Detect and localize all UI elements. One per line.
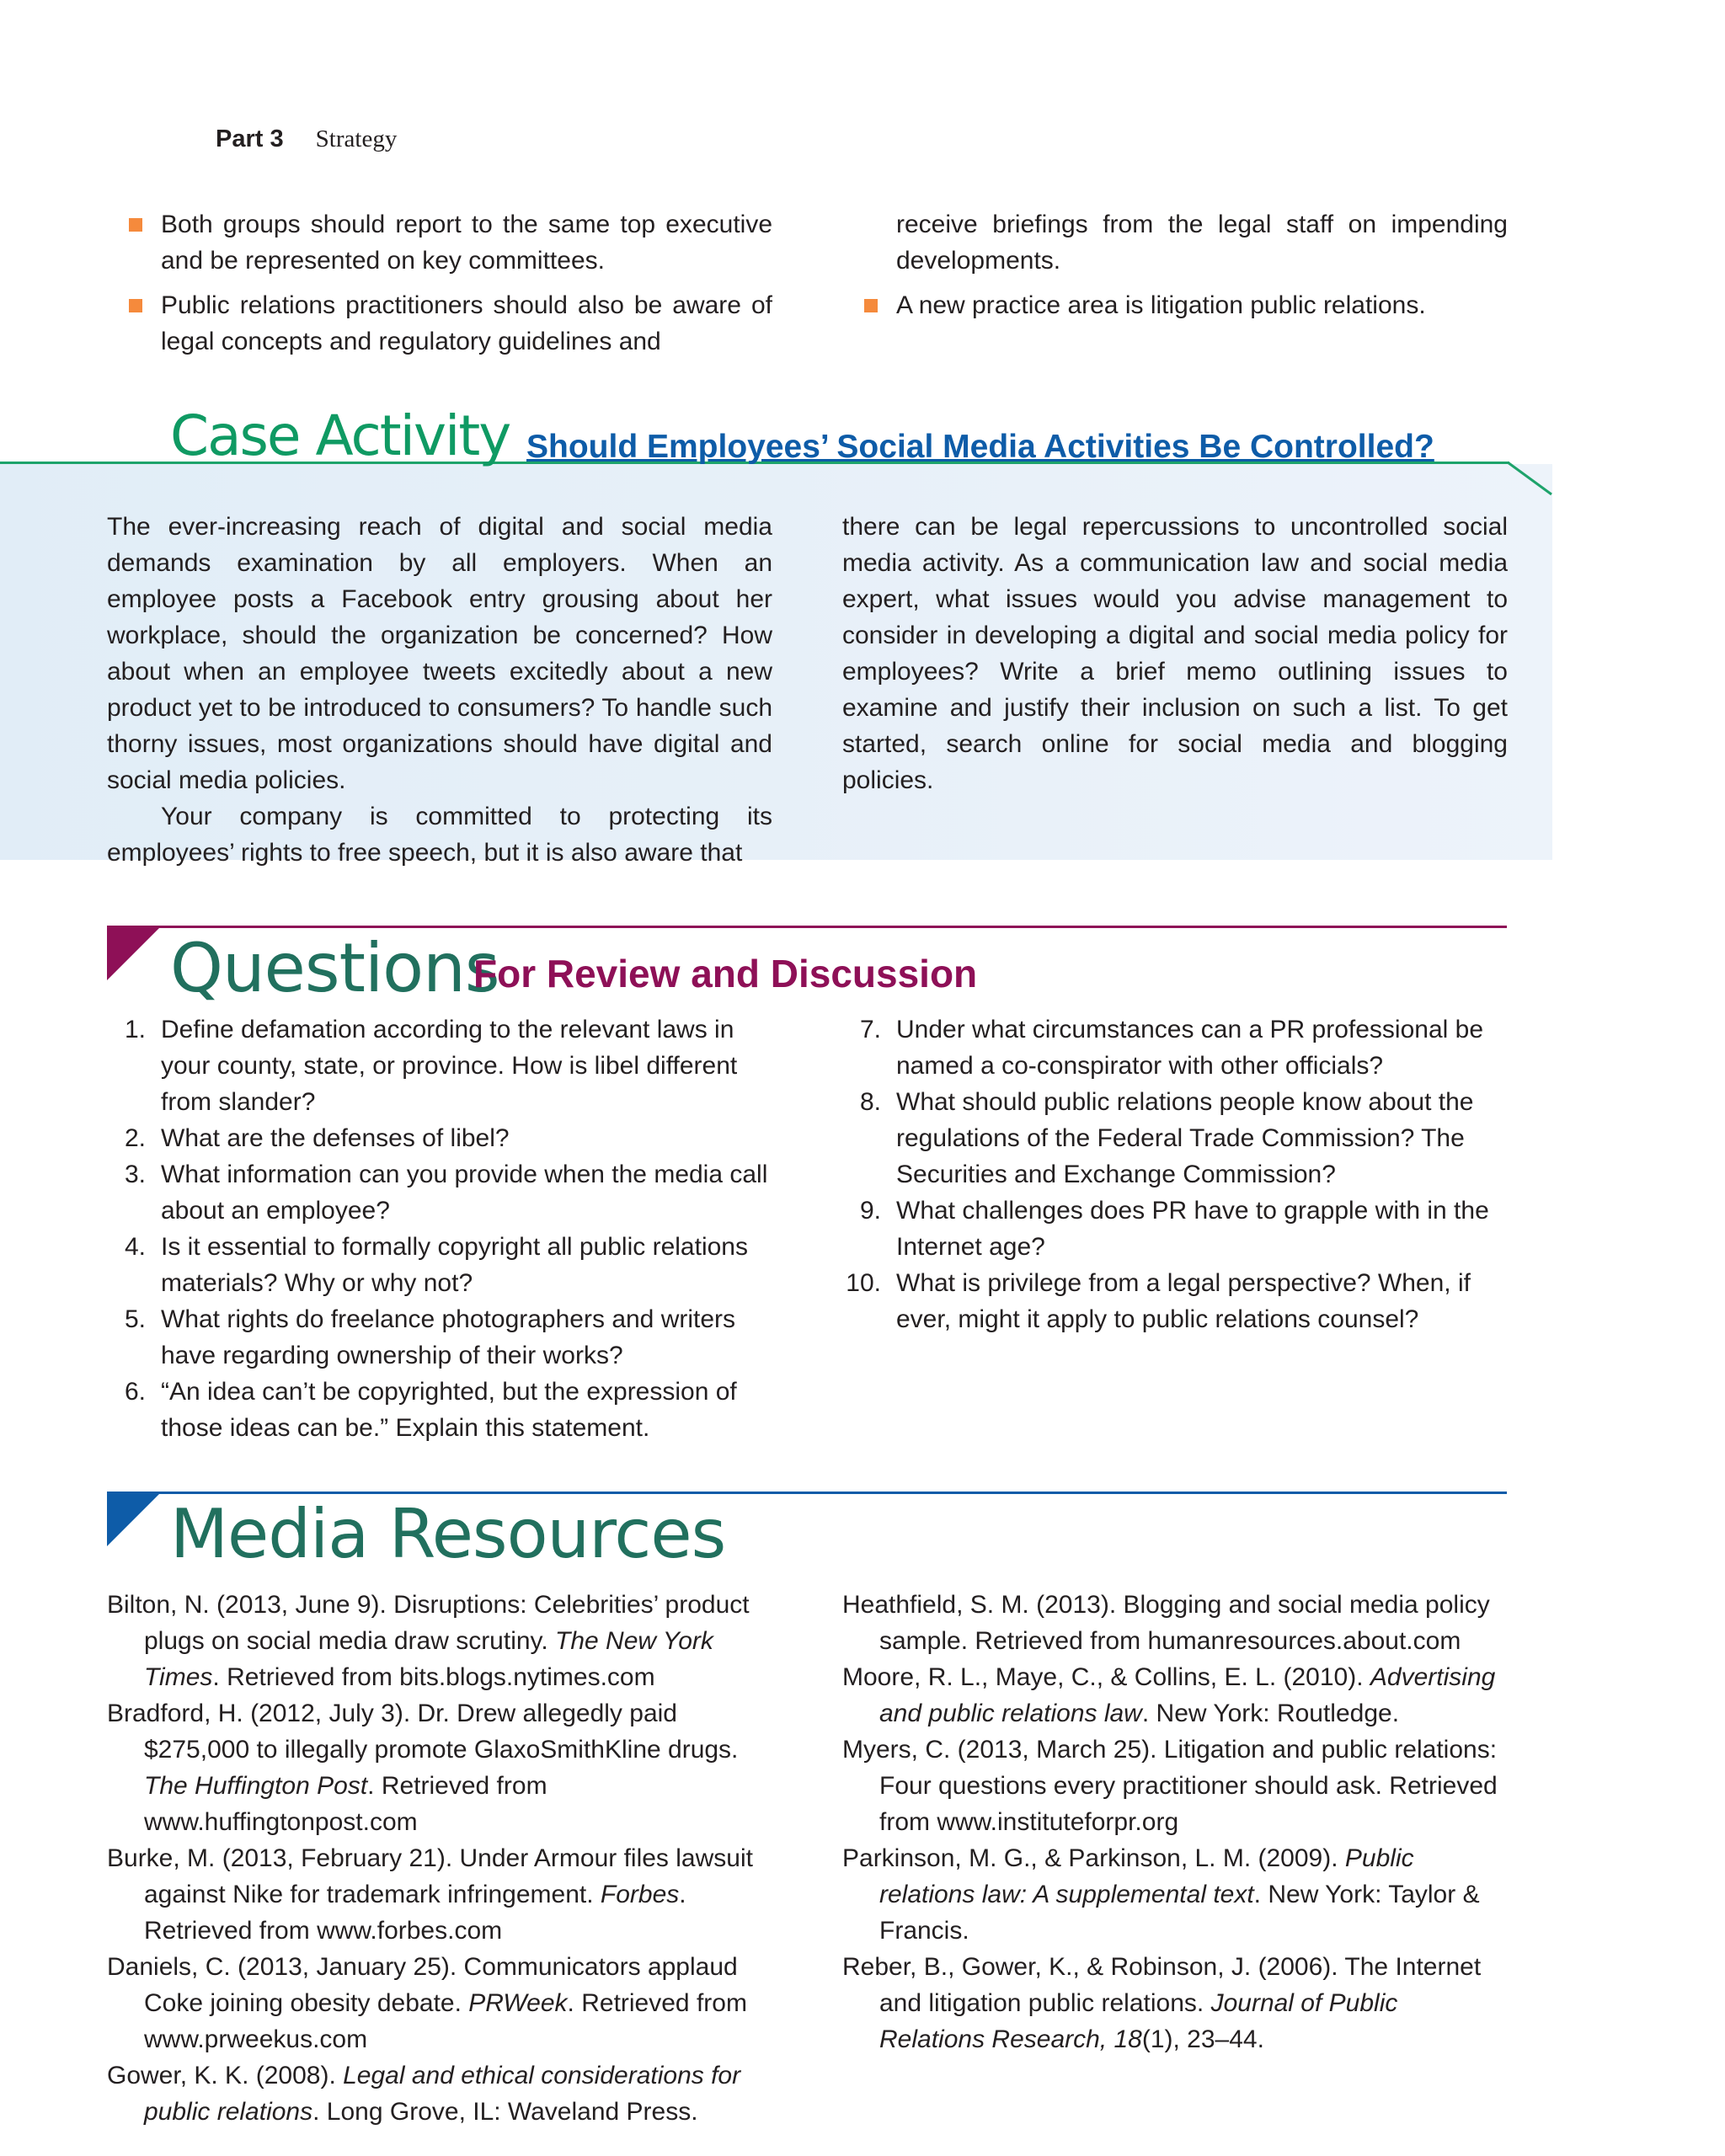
case-paragraph: Your company is committed to protecting its employees’ rights to free speech, but it is also aware that: [107, 803, 772, 867]
question-item: 4. Is it essential to formally copyright all public relations materials? Why or why not?: [124, 1233, 748, 1297]
summary-bullet-continuation: receive briefings from the legal staff on impending developments.: [896, 211, 1508, 275]
case-activity-subtitle: Should Employees’ Social Media Activities Be Controlled?: [526, 429, 1434, 465]
question-item: 6. “An idea can’t be copyrighted, but the expression of those ideas can be.” Explain this statement.: [124, 1378, 737, 1442]
media-corner-triangle-icon: [107, 1492, 161, 1546]
square-bullet-icon: [864, 299, 878, 312]
questions-right-column: [842, 1011, 1508, 1337]
part-label: Part 3: [216, 125, 284, 152]
square-bullet-icon: [129, 299, 142, 312]
running-header: [216, 122, 397, 156]
question-item: 9. What challenges does PR have to grapple with in the Internet age?: [859, 1197, 1489, 1261]
questions-left-column: [107, 1011, 772, 1446]
case-activity-title: Case Activity: [170, 403, 510, 468]
question-item: 10. What is privilege from a legal perspective? When, if ever, might it apply to public relations counsel?: [846, 1269, 1471, 1333]
summary-bullet: Both groups should report to the same top executive and be represented on key committees.: [107, 206, 772, 279]
summary-left-column: [107, 206, 772, 368]
media-left-column: [107, 1587, 772, 2130]
reference-item: Daniels, C. (2013, January 25). Communicators applaud Coke joining obesity debate. PRWeek. Retrieved from www.prweekus.com: [107, 1953, 747, 2053]
case-paragraph: The ever-increasing reach of digital and social media demands examination by all employers. When an employee posts a Facebook entry grousing about her workplace, should the organization be concerned? How about when an employee tweets excitedly about a new product yet to be introduced to consumers? To handle such thorny issues, most organizations should have digital and social media policies.: [107, 513, 772, 794]
case-left-column: [107, 509, 772, 871]
section-label: Strategy: [315, 125, 398, 152]
question-item: 8. What should public relations people know about the regulations of the Federal Trade Commission? The Securities and Exchange Commission?: [859, 1088, 1474, 1188]
case-right-column: [842, 509, 1508, 798]
summary-bullet: Public relations practitioners should also be aware of legal concepts and regulatory guidelines and: [107, 287, 772, 360]
reference-item: Bilton, N. (2013, June 9). Disruptions: Celebrities’ product plugs on social media draw scrutiny. The New York Times. Retrieved from bits.blogs.nytimes.com: [107, 1591, 750, 1691]
reference-item: Moore, R. L., Maye, C., & Collins, E. L. (2010). Advertising and public relations law. New York: Routledge.: [842, 1663, 1496, 1727]
question-item: 2. What are the defenses of libel?: [124, 1124, 510, 1152]
case-rule-hook-icon: [1506, 461, 1557, 498]
reference-item: Gower, K. K. (2008). Legal and ethical considerations for public relations. Long Grove, IL: Waveland Press.: [107, 2062, 741, 2126]
case-paragraph: there can be legal repercussions to uncontrolled social media activity. As a communication law and social media expert, what issues would you advise management to consider in developing a digital and social media policy for employees? Write a brief memo outlining issues to examine and justify their inclusion on such a list. To get started, search online for social media and blogging policies.: [842, 513, 1508, 794]
questions-title: Questions: [170, 929, 499, 1007]
reference-item: Reber, B., Gower, K., & Robinson, J. (2006). The Internet and litigation public relations. Journal of Public Relations Research, 18(1), 23–44.: [842, 1953, 1482, 2053]
summary-bullet: A new practice area is litigation public relations.: [842, 287, 1508, 323]
question-item: 3. What information can you provide when the media call about an employee?: [124, 1161, 768, 1225]
reference-item: Parkinson, M. G., & Parkinson, L. M. (2009). Public relations law: A supplemental text. New York: Taylor & Francis.: [842, 1844, 1480, 1945]
question-item: 7. Under what circumstances can a PR professional be named a co-conspirator with other officials?: [859, 1016, 1484, 1080]
questions-corner-triangle-icon: [107, 926, 161, 980]
question-item: 1. Define defamation according to the relevant laws in your county, state, or province. How is libel different from slander?: [124, 1016, 738, 1116]
reference-item: Bradford, H. (2012, July 3). Dr. Drew allegedly paid $275,000 to illegally promote GlaxoSmithKline drugs. The Huffington Post. Retrieved from www.huffingtonpost.com: [107, 1700, 739, 1836]
reference-item: Myers, C. (2013, March 25). Litigation and public relations: Four questions every practitioner should ask. Retrieved from www.instituteforpr.org: [842, 1736, 1498, 1836]
reference-item: Heathfield, S. M. (2013). Blogging and social media policy sample. Retrieved from humanresources.about.com: [842, 1591, 1490, 1655]
questions-subtitle: For Review and Discussion: [473, 952, 978, 995]
reference-item: Burke, M. (2013, February 21). Under Armour files lawsuit against Nike for trademark infringement. Forbes. Retrieved from www.forbes.com: [107, 1844, 753, 1945]
summary-right-column: [842, 206, 1508, 332]
media-right-column: [842, 1587, 1508, 2057]
question-item: 5. What rights do freelance photographers and writers have regarding ownership of their works?: [124, 1305, 736, 1369]
media-resources-title: Media Resources: [170, 1495, 726, 1573]
square-bullet-icon: [129, 218, 142, 232]
